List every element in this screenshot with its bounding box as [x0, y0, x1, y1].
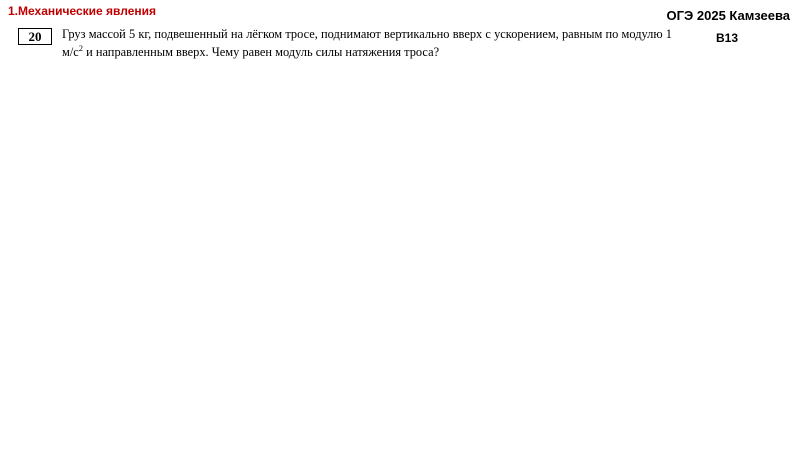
variant-code: В13 [715, 31, 738, 45]
task-text [62, 26, 672, 61]
task-number-box: 20 [18, 28, 52, 45]
task-block [18, 26, 718, 61]
task-text-part2: и направленным вверх. Чему равен модуль силы натяжения троса? [83, 44, 440, 59]
blank-answer-area [0, 95, 800, 450]
exam-title: ОГЭ 2025 Камзеева [666, 8, 790, 23]
task-text-superscript: 2 [78, 42, 84, 53]
task-text-part1: Груз массой 5 кг, подвешенный на лёгком тросе, поднимают вертикально вверх с ускорением, равным по модулю 1 м/с [62, 27, 672, 59]
section-title: 1.Механические явления [8, 4, 157, 18]
